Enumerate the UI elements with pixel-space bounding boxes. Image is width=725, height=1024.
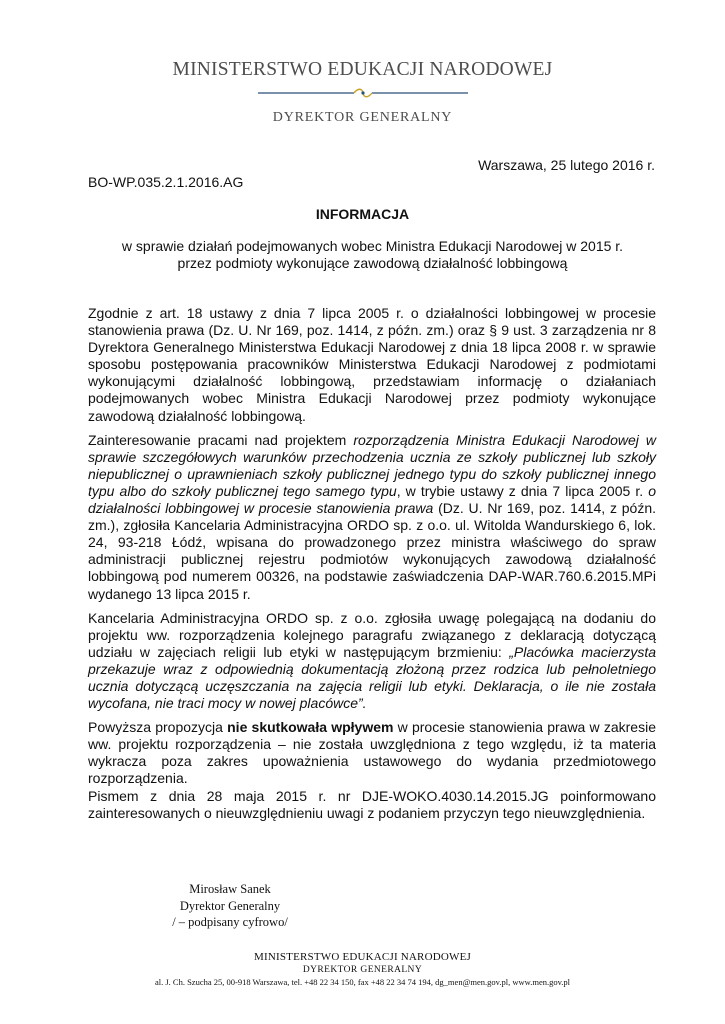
paragraph-outcome [88,719,656,787]
document-subject [80,238,665,272]
text: Powyższa propozycja [88,719,228,736]
act-title: o działalności lobbingowej w procesie stanowienia prawa [88,482,656,517]
footer-director: DYREKTOR GENERALNY [302,965,423,975]
page-footer [0,951,725,988]
signature-note: / – podpisany cyfrowo/ [172,915,288,929]
footer-address: al. J. Ch. Szucha 25, 00-918 Warszawa, tel. +48 22 34 150, fax +48 22 34 74 194, dg_men@men.gov.pl, www.men.gov.pl [154,977,571,987]
signatory-name: Mirosław Sanek [189,882,271,896]
text: , w trybie ustawy z dnia 7 lipca 2005 r. [396,482,649,499]
text: (Dz. U. Nr 169, poz. 1414, z późn. zm.), zgłosiła Kancelaria Administracyjna ORDO sp. z o.o. ul. Witolda Wandurskiego 6, lok. 24, 93-218 Łódź, wpisana do prowadzonego przez ministra właściwego do spraw administracji publicznej rejestru podmiotów wykonujących zawodową działalność lobbingową pod numerem 00326, na podstawie zaświadczenia DAP-WAR.760.6.2015.MPi wydanego 13 lipca 2015 r. [88,500,656,602]
ministry-name: MINISTERSTWO EDUKACJI NARODOWEJ [172,59,553,80]
paragraph-proposal [88,610,656,713]
text: Zainteresowanie pracami nad projektem [88,431,354,448]
decorative-divider-icon [258,86,468,100]
proposal-quote: „Placówka macierzysta przekazuje wraz z odpowiednią dokumentacją złożoną przez rodzica lub pełnoletniego ucznia dotyczącą uczęszczania na zajęcia religii lub etyki. Deklaracja, o ile nie została wycofana, nie traci mocy w nowej placówce”. [88,643,656,712]
signatory-role: Dyrektor Generalny [179,898,281,913]
subject-line-2: przez podmioty wykonujące zawodową działalność lobbingową [177,255,568,271]
director-title: DYREKTOR GENERALNY [272,110,453,125]
text: Kancelaria Administracyjna ORDO sp. z o.o. zgłosiła uwagę polegającą na dodaniu do projektu ww. rozporządzenia kolejnego paragrafu związanego z deklaracją dotyczącą udziału w zajęciach religii lub etyki w następującym brzmieniu: [88,609,656,660]
document-body [88,305,656,822]
document-title: INFORMACJA [315,206,410,222]
paragraph-lobbying-report [88,432,656,603]
paragraph-legal-basis: Zgodnie z art. 18 ustawy z dnia 7 lipca 2005 r. o działalności lobbingowej w procesie stanowienia prawa (Dz. U. Nr 169, poz. 1414, z późn. zm.) oraz § 9 ust. 3 zarządzenia nr 8 Dyrektora Generalnego Ministerstwa Edukacji Narodowej z dnia 18 lipca 2008 r. w sprawie sposobu postępowania pracowników Ministerstwa Edukacji Narodowej z podmiotami wykonującymi działalność lobbingową, przedstawiam informację o działaniach podejmowanych wobec Ministra Edukacji Narodowej przez podmioty wykonujące zawodową działalność lobbingową. [88,305,656,424]
outcome-emphasis: nie skutkowała wpływem [227,719,394,736]
subject-line-1: w sprawie działań podejmowanych wobec Ministra Edukacji Narodowej w 2015 r. [121,238,624,254]
signature-block [150,881,310,931]
reference-number: BO-WP.035.2.1.2016.AG [88,174,244,190]
footer-ministry: MINISTERSTWO EDUKACJI NARODOWEJ [253,951,472,963]
text: w procesie stanowienia prawa w zakresie ww. projektu rozporządzenia – nie została uwzględniona z tego względu, iż ta materia wykracza poza zakres upoważnienia ustawowego do wydania przedmiotowego rozporządzenia. [88,719,656,787]
paragraph-notification: Pismem z dnia 28 maja 2015 r. nr DJE-WOKO.4030.14.2015.JG poinformowano zainteresowanych o nieuwzględnieniu uwagi z podaniem przyczyn tego nieuwzględnienia. [88,787,656,821]
regulation-title: rozporządzenia Ministra Edukacji Narodowej w sprawie szczegółowych warunków przechodzenia ucznia ze szkoły publicznej lub szkoły niepublicznej o uprawnieniach szkoły publicznej jednego typu do szkoły publicznej innego typu albo do szkoły publicznej tego samego typu [88,431,656,499]
letterhead [0,58,725,126]
document-date: Warszawa, 25 lutego 2016 r. [478,157,655,173]
